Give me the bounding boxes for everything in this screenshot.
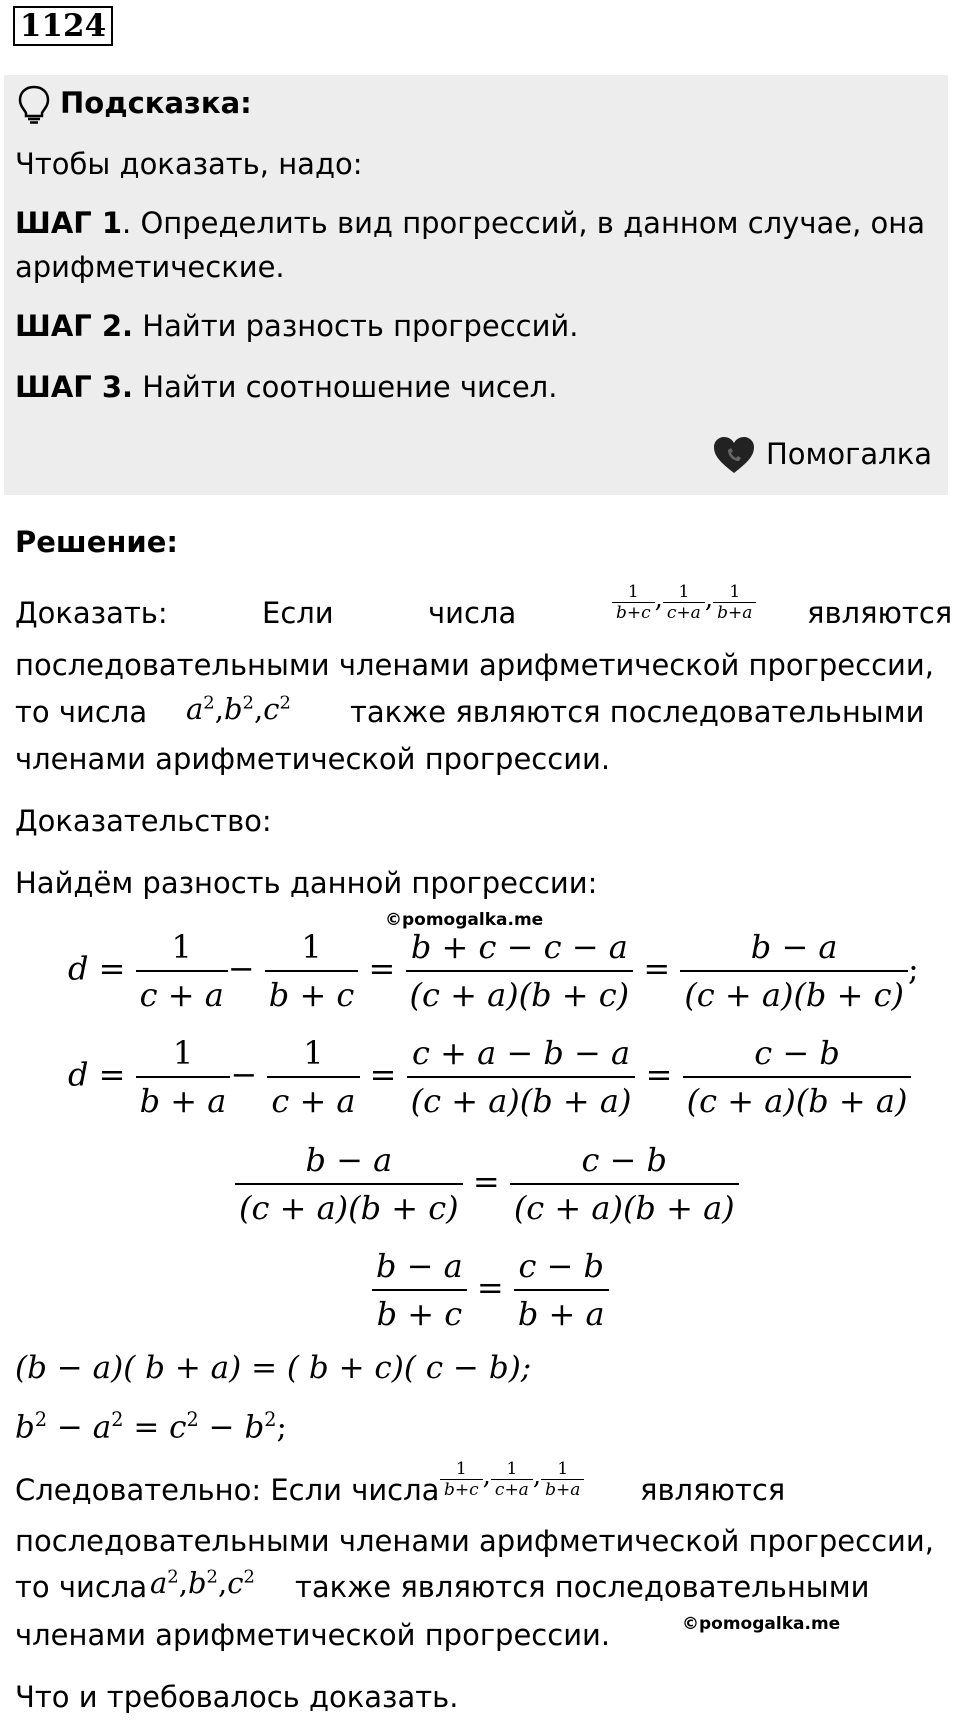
conclusion-line-4: членами арифметической прогрессии. — [15, 1618, 611, 1652]
step-1-label: ШАГ 1 — [15, 206, 123, 240]
equation-5: (b − a)( b + a) = ( b + c)( c − b); — [15, 1350, 532, 1386]
hint-step-1 — [15, 206, 925, 240]
problem-number: 1124 — [13, 6, 113, 46]
prove-numbers-word: числа — [428, 596, 517, 630]
equation-3: $\frac{b - a}{(c + a)(b + c)}$ = $\frac{c - b}{(c + a)(b + a)}$ — [235, 1137, 739, 1231]
qed: Что и требовалось доказать. — [15, 1680, 459, 1714]
step-2-text: Найти разность прогрессий. — [133, 309, 579, 343]
hint-step-3 — [15, 370, 557, 404]
proof-label: Доказательство: — [15, 804, 272, 838]
frac-1-ca: $\frac{1}{c+a}$ — [663, 582, 705, 623]
step-3-label: ШАГ 3. — [15, 370, 134, 404]
conclusion-line-2: последовательными членами арифметической прогрессии, — [15, 1524, 934, 1558]
conclusion-squares: $a^2,b^2,c^2$ — [150, 1566, 255, 1600]
solution-title: Решение: — [15, 525, 179, 559]
conclusion-also: также являются последовательными — [295, 1570, 870, 1604]
conclusion-fractions: $\frac{1}{b+c}$ , $\frac{1}{c+a}$ , $\frac{1}{b+a}$ — [440, 1459, 584, 1500]
hint-step-2 — [15, 309, 579, 343]
equation-2: d = $\frac{1}{b + a}$ − $\frac{1}{c + a}$ = $\frac{c + a - b - a}{(c + a)(b + a)}$ = $\frac{c - b}{(c + a)(b + a)}$ — [68, 1030, 911, 1124]
hint-intro: Чтобы доказать, надо: — [15, 147, 363, 181]
equation-4: $\frac{b - a}{b + c}$ = $\frac{c - b}{b + a}$ — [372, 1243, 609, 1337]
prove-line-2: последовательными членами арифметической прогрессии, — [15, 648, 934, 682]
frac-1-bc: $\frac{1}{b+c}$ — [612, 582, 655, 623]
frac-1-ba: $\frac{1}{b+a}$ — [713, 582, 756, 623]
hint-box — [4, 75, 948, 495]
prove-line-4: членами арифметической прогрессии. — [15, 742, 611, 776]
prove-are: являются — [807, 596, 953, 630]
prove-then: то числа — [15, 695, 148, 729]
prove-also: также являются последовательными — [350, 695, 925, 729]
find-difference: Найдём разность данной прогрессии: — [15, 866, 598, 900]
prove-fractions: $\frac{1}{b+c}$ , $\frac{1}{c+a}$ , $\frac{1}{b+a}$ — [612, 582, 756, 623]
conclusion-then: то числа — [15, 1570, 148, 1604]
prove-if: Если — [262, 596, 334, 630]
step-3-text: Найти соотношение чисел. — [133, 370, 558, 404]
prove-label: Доказать: — [15, 596, 168, 630]
hint-title: Подсказка: — [60, 86, 252, 120]
equation-1: d = $\frac{1}{c + a}$ − $\frac{1}{b + c}$ = $\frac{b + c - c - a}{(c + a)(b + c)}$ = $\frac{b - a}{(c + a)(b + c)}$ ; — [68, 924, 919, 1018]
watermark-2: ©pomogalka.me — [682, 1614, 841, 1634]
brand-name: Помогалка — [766, 437, 932, 471]
step-1-text: . Определить вид прогрессий, в данном случае, она — [122, 206, 925, 240]
conclusion-start: Следовательно: Если числа — [15, 1473, 440, 1507]
step-2-label: ШАГ 2. — [15, 309, 134, 343]
conclusion-are: являются — [640, 1473, 786, 1507]
heart-icon — [712, 435, 756, 475]
watermark-1: ©pomogalka.me — [385, 910, 544, 930]
lightbulb-icon — [17, 84, 51, 124]
equation-6: $b^2 - a^2 = c^2 - b^2$; — [15, 1408, 287, 1446]
hint-step-1-cont: арифметические. — [15, 250, 285, 284]
prove-squares: $a^2,b^2,c^2$ — [186, 692, 291, 726]
